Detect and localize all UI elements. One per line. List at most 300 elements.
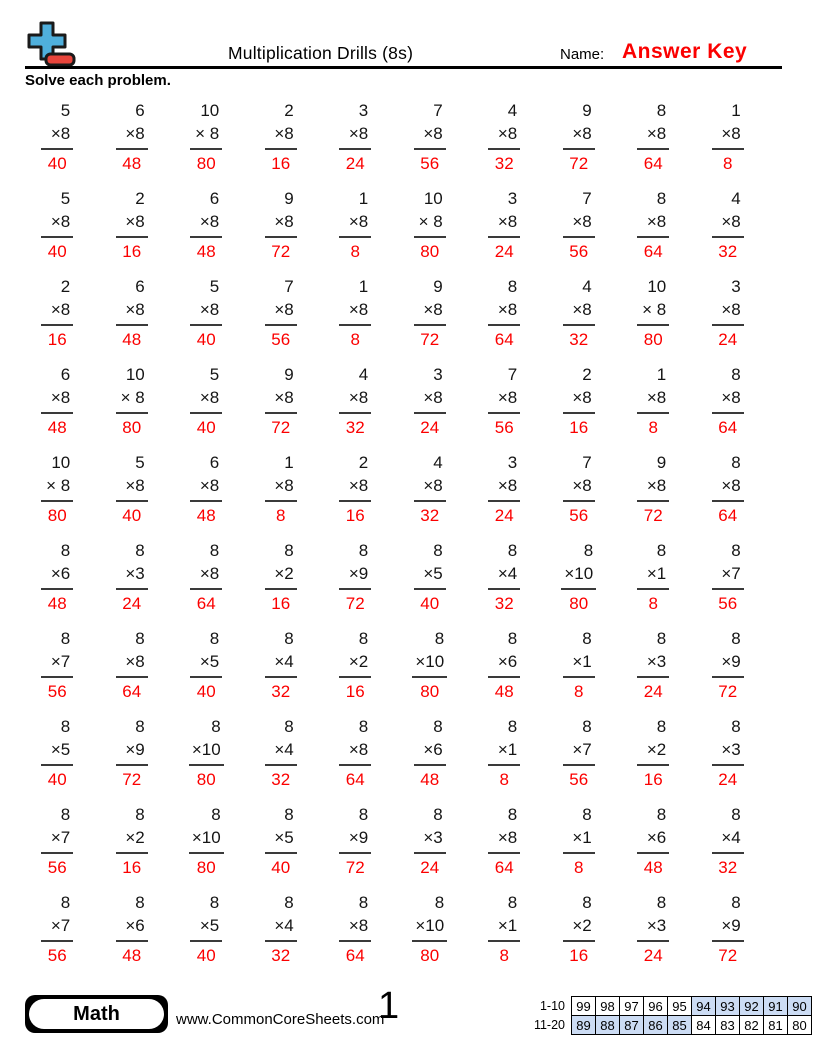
problem-expression <box>414 451 446 502</box>
problem <box>691 539 766 615</box>
problem <box>244 363 319 439</box>
problem-multiplicand: 8 <box>582 805 592 824</box>
problem <box>467 451 542 527</box>
problem-multiplier: ×8 <box>348 740 369 759</box>
problem <box>616 891 691 967</box>
problems-row <box>20 715 765 803</box>
problem-multiplier: × 8 <box>642 300 667 319</box>
problem-answer: 56 <box>47 858 67 877</box>
problem <box>393 539 468 615</box>
problem-expression <box>637 363 669 414</box>
problem <box>169 803 244 879</box>
problem-multiplicand: 2 <box>582 365 592 384</box>
problem-answer: 56 <box>47 946 67 965</box>
score-cell: 98 <box>596 997 620 1016</box>
problem <box>20 539 95 615</box>
problem-answer: 24 <box>494 242 514 261</box>
problems-grid <box>20 99 765 979</box>
problem <box>169 187 244 263</box>
problem <box>393 275 468 351</box>
problem-expression <box>116 187 148 238</box>
problem-multiplicand: 8 <box>434 629 445 648</box>
problem-multiplier: ×8 <box>274 212 294 231</box>
problem-multiplier: ×8 <box>50 388 71 407</box>
problem-expression <box>116 803 148 854</box>
score-cell: 86 <box>644 1016 668 1035</box>
problems-row <box>20 187 765 275</box>
plus-minus-logo-icon <box>24 21 78 69</box>
problem-multiplier: ×4 <box>274 740 294 759</box>
problem <box>691 803 766 879</box>
score-table-body <box>534 997 812 1035</box>
problem-expression <box>116 539 148 590</box>
problem-multiplier: ×5 <box>50 740 71 759</box>
problem-multiplicand: 8 <box>434 893 445 912</box>
problem <box>95 715 170 791</box>
problem-answer: 40 <box>271 858 291 877</box>
problem-multiplier: ×8 <box>125 300 145 319</box>
problem <box>616 715 691 791</box>
score-cell: 88 <box>596 1016 620 1035</box>
problem <box>169 539 244 615</box>
problem <box>95 275 170 351</box>
problem-expression <box>265 187 297 238</box>
problem-expression <box>712 539 744 590</box>
problem <box>244 451 319 527</box>
problem-answer: 48 <box>47 594 67 613</box>
problem-expression <box>414 275 446 326</box>
problem-multiplicand: 8 <box>358 629 369 648</box>
problems-row <box>20 891 765 979</box>
problem <box>20 715 95 791</box>
problem-expression <box>563 451 595 502</box>
problem <box>542 187 617 263</box>
problem-multiplier: ×8 <box>125 476 145 495</box>
problem <box>467 275 542 351</box>
problem-multiplicand: 8 <box>358 717 369 736</box>
problem-answer: 16 <box>345 682 365 701</box>
problem-answer: 56 <box>569 770 589 789</box>
problem-answer: 32 <box>494 154 514 173</box>
problem-expression <box>412 891 447 942</box>
problem-multiplicand: 8 <box>656 541 667 560</box>
name-label: Name: <box>560 46 605 63</box>
problem-expression <box>41 715 73 766</box>
problem-answer: 24 <box>122 594 142 613</box>
score-table <box>534 996 812 1035</box>
problem-answer: 40 <box>47 154 67 173</box>
problem-expression <box>563 891 595 942</box>
problem-expression <box>190 891 222 942</box>
problem <box>393 99 468 175</box>
problem-expression <box>339 891 371 942</box>
problem-expression <box>190 451 222 502</box>
problem-multiplicand: 9 <box>433 277 443 296</box>
problem-expression <box>488 803 520 854</box>
problem-multiplier: ×8 <box>497 388 518 407</box>
problem-expression <box>412 627 447 678</box>
problem-multiplicand: 3 <box>358 101 369 120</box>
problem-answer: 16 <box>271 154 291 173</box>
problem-answer: 16 <box>122 858 142 877</box>
score-cell: 94 <box>692 997 716 1016</box>
problem-expression <box>637 627 669 678</box>
problem-expression <box>265 891 297 942</box>
score-cell: 99 <box>572 997 596 1016</box>
problem-expression <box>563 275 595 326</box>
problem <box>616 363 691 439</box>
problem-multiplier: ×8 <box>572 300 592 319</box>
problem <box>393 363 468 439</box>
problem-answer: 80 <box>122 418 142 437</box>
problem-expression <box>41 187 73 238</box>
problem-answer: 40 <box>196 418 216 437</box>
problem <box>169 891 244 967</box>
problem-expression <box>414 539 446 590</box>
problem-multiplicand: 8 <box>656 805 667 824</box>
problem-multiplier: ×8 <box>199 212 220 231</box>
problem <box>393 891 468 967</box>
problem <box>318 715 393 791</box>
problem-expression <box>563 99 595 150</box>
problem-answer: 72 <box>569 154 589 173</box>
problem <box>616 187 691 263</box>
problem-multiplicand: 8 <box>284 893 294 912</box>
problem-multiplicand: 8 <box>731 541 741 560</box>
problem-answer: 8 <box>350 330 360 349</box>
problem-multiplier: ×8 <box>348 916 369 935</box>
problem-expression <box>637 451 669 502</box>
problem-multiplier: ×8 <box>646 388 667 407</box>
problem-multiplicand: 8 <box>211 805 221 824</box>
problem-expression <box>41 363 73 414</box>
problem-multiplier: ×8 <box>721 300 741 319</box>
problem <box>20 99 95 175</box>
problem-answer: 16 <box>569 418 589 437</box>
problem-expression <box>116 627 148 678</box>
problem-multiplier: ×2 <box>274 564 294 583</box>
problem-multiplicand: 8 <box>284 717 294 736</box>
problem-multiplicand: 8 <box>583 541 594 560</box>
problem-answer: 72 <box>718 946 738 965</box>
problem-answer: 32 <box>420 506 440 525</box>
problem-answer: 8 <box>350 242 360 261</box>
problem-multiplicand: 8 <box>656 101 667 120</box>
problem-multiplicand: 1 <box>358 277 369 296</box>
problem-multiplicand: 10 <box>51 453 71 472</box>
page-number: 1 <box>378 985 400 1027</box>
problem <box>542 99 617 175</box>
problem-answer: 72 <box>718 682 738 701</box>
problem-multiplier: ×9 <box>348 828 369 847</box>
problem-multiplier: ×4 <box>497 564 518 583</box>
problem-answer: 8 <box>723 154 733 173</box>
problem <box>616 627 691 703</box>
problem <box>95 891 170 967</box>
problem-answer: 40 <box>196 682 216 701</box>
problem-multiplier: ×8 <box>125 212 145 231</box>
problem-answer: 56 <box>569 242 589 261</box>
problem-expression <box>339 363 371 414</box>
problem-expression <box>265 803 297 854</box>
problem-expression <box>637 715 669 766</box>
problem-multiplicand: 8 <box>284 629 294 648</box>
problem-multiplier: ×4 <box>274 916 294 935</box>
problem-expression <box>116 451 148 502</box>
problem-multiplicand: 7 <box>433 101 443 120</box>
problems-row <box>20 275 765 363</box>
problem-answer: 80 <box>420 682 440 701</box>
problem-answer: 56 <box>420 154 440 173</box>
problem-multiplier: ×6 <box>423 740 443 759</box>
problem-multiplicand: 8 <box>209 541 220 560</box>
problem-multiplier: ×10 <box>191 828 221 847</box>
problems-row <box>20 539 765 627</box>
problem-expression <box>414 715 446 766</box>
problem-multiplier: ×6 <box>50 564 71 583</box>
problem-multiplier: ×7 <box>50 652 71 671</box>
problem <box>95 627 170 703</box>
problem-multiplier: × 8 <box>195 124 220 143</box>
problem-expression <box>41 803 73 854</box>
problem-multiplier: ×1 <box>497 740 518 759</box>
score-cell: 81 <box>764 1016 788 1035</box>
problem-expression <box>563 363 595 414</box>
problem <box>467 99 542 175</box>
problem <box>169 363 244 439</box>
problem-expression <box>189 803 224 854</box>
problem <box>691 451 766 527</box>
problem-answer: 80 <box>196 154 216 173</box>
score-cell: 83 <box>716 1016 740 1035</box>
problem-answer: 48 <box>494 682 514 701</box>
problem-answer: 72 <box>122 770 142 789</box>
problem-multiplier: ×9 <box>125 740 145 759</box>
problem-multiplicand: 8 <box>731 805 741 824</box>
score-cell: 96 <box>644 997 668 1016</box>
problem-multiplier: ×10 <box>415 652 445 671</box>
problem-multiplier: ×1 <box>572 652 592 671</box>
problem-expression <box>414 363 446 414</box>
problem-expression <box>190 99 222 150</box>
score-cell: 90 <box>788 997 812 1016</box>
problem-answer: 32 <box>494 594 514 613</box>
subject-badge-label: Math <box>29 999 164 1029</box>
problem-multiplicand: 8 <box>656 893 667 912</box>
answer-key-text: Answer Key <box>622 40 748 63</box>
score-cell: 92 <box>740 997 764 1016</box>
problem-answer: 64 <box>196 594 216 613</box>
problem <box>691 99 766 175</box>
problem-multiplier: ×8 <box>199 300 220 319</box>
footer <box>0 985 816 1043</box>
problem-multiplicand: 4 <box>507 101 518 120</box>
problem <box>467 187 542 263</box>
problem-answer: 16 <box>569 946 589 965</box>
problem <box>393 803 468 879</box>
problem-multiplicand: 7 <box>507 365 518 384</box>
problem-multiplier: ×2 <box>348 652 369 671</box>
problem-multiplicand: 2 <box>358 453 369 472</box>
problem-expression <box>488 99 520 150</box>
problem <box>393 187 468 263</box>
problem-answer: 24 <box>420 858 440 877</box>
problem-answer: 40 <box>196 330 216 349</box>
problem <box>244 715 319 791</box>
problem-answer: 8 <box>276 506 286 525</box>
problem-answer: 72 <box>271 418 291 437</box>
problem-answer: 24 <box>643 682 663 701</box>
problem-multiplicand: 8 <box>358 893 369 912</box>
score-cell: 84 <box>692 1016 716 1035</box>
problem-answer: 40 <box>47 770 67 789</box>
problem-multiplicand: 8 <box>731 629 741 648</box>
problem <box>244 275 319 351</box>
problem-multiplicand: 8 <box>135 893 145 912</box>
problem-multiplicand: 8 <box>433 541 443 560</box>
problem <box>318 99 393 175</box>
problem-answer: 80 <box>420 242 440 261</box>
problem-answer: 64 <box>345 770 365 789</box>
problems-row <box>20 803 765 891</box>
problem <box>691 715 766 791</box>
problem-multiplicand: 8 <box>507 629 518 648</box>
problems-row <box>20 451 765 539</box>
problem-multiplier: ×8 <box>497 828 518 847</box>
problem-expression <box>712 627 744 678</box>
problem-multiplier: ×2 <box>125 828 145 847</box>
problem <box>691 363 766 439</box>
problem-expression <box>637 891 669 942</box>
problem-multiplicand: 7 <box>582 189 592 208</box>
problem-multiplicand: 8 <box>209 893 220 912</box>
problem-multiplicand: 1 <box>731 101 741 120</box>
problem-multiplier: ×9 <box>721 916 741 935</box>
problem-expression <box>488 451 520 502</box>
score-cell: 93 <box>716 997 740 1016</box>
problem-multiplicand: 4 <box>433 453 443 472</box>
problem <box>542 627 617 703</box>
problem-answer: 72 <box>420 330 440 349</box>
problem-answer: 48 <box>47 418 67 437</box>
problem-expression <box>414 99 446 150</box>
problem-multiplicand: 4 <box>731 189 741 208</box>
problem-expression <box>488 187 520 238</box>
problem-expression <box>637 539 669 590</box>
problem <box>691 891 766 967</box>
problem <box>318 363 393 439</box>
problem-answer: 72 <box>643 506 663 525</box>
problem-multiplier: ×8 <box>199 476 220 495</box>
problem-expression <box>563 627 595 678</box>
problem <box>542 539 617 615</box>
problem-multiplier: ×8 <box>646 476 667 495</box>
problem-expression <box>637 275 669 326</box>
problem-multiplier: ×2 <box>572 916 592 935</box>
problem-multiplier: ×8 <box>199 564 220 583</box>
problem <box>542 363 617 439</box>
problem-multiplier: ×3 <box>646 916 667 935</box>
problem-multiplier: ×8 <box>50 212 71 231</box>
problem <box>244 891 319 967</box>
problem-expression <box>712 451 744 502</box>
score-table-row <box>534 997 812 1016</box>
problem-multiplicand: 8 <box>60 893 71 912</box>
problem-expression <box>339 99 371 150</box>
problem-multiplicand: 1 <box>656 365 667 384</box>
problem-multiplier: ×10 <box>191 740 221 759</box>
problem-multiplier: ×8 <box>721 388 741 407</box>
problem-multiplicand: 8 <box>507 805 518 824</box>
problem-multiplicand: 8 <box>582 717 592 736</box>
problem-expression <box>637 187 669 238</box>
problem <box>95 99 170 175</box>
problem-multiplicand: 8 <box>358 805 369 824</box>
score-row-label: 11-20 <box>533 1018 565 1032</box>
problem-answer: 48 <box>196 506 216 525</box>
problem-expression <box>116 891 148 942</box>
problem-answer: 80 <box>196 858 216 877</box>
problem-multiplier: ×8 <box>423 300 443 319</box>
problem-multiplicand: 8 <box>135 629 145 648</box>
problem-expression <box>563 803 595 854</box>
score-cell: 91 <box>764 997 788 1016</box>
problem-answer: 32 <box>569 330 589 349</box>
problem-answer: 24 <box>718 330 738 349</box>
problem-multiplier: ×1 <box>497 916 518 935</box>
problem-multiplicand: 8 <box>135 805 145 824</box>
problem-answer: 40 <box>196 946 216 965</box>
problem <box>318 539 393 615</box>
problem-expression <box>339 627 371 678</box>
subject-badge <box>25 995 168 1033</box>
problem-expression <box>637 803 669 854</box>
problem <box>542 715 617 791</box>
problem <box>244 99 319 175</box>
problem-multiplier: ×8 <box>125 652 145 671</box>
problem <box>95 451 170 527</box>
problem-answer: 32 <box>271 946 291 965</box>
problem <box>393 715 468 791</box>
problem-answer: 80 <box>47 506 67 525</box>
problem-multiplier: ×8 <box>497 212 518 231</box>
problem-expression <box>190 275 222 326</box>
problem <box>95 187 170 263</box>
website-text: www.CommonCoreSheets.com <box>176 1011 385 1028</box>
problem-expression <box>265 451 297 502</box>
problem-multiplicand: 5 <box>209 365 220 384</box>
problem-multiplier: × 8 <box>418 212 443 231</box>
problem-multiplicand: 10 <box>200 101 220 120</box>
problem-expression <box>712 715 744 766</box>
problem <box>20 803 95 879</box>
problem-multiplicand: 5 <box>60 189 71 208</box>
problem <box>244 539 319 615</box>
problem <box>169 275 244 351</box>
problem-multiplicand: 8 <box>358 541 369 560</box>
problem-multiplicand: 8 <box>507 893 518 912</box>
problem-multiplicand: 8 <box>135 717 145 736</box>
problem <box>393 627 468 703</box>
problem-multiplier: ×3 <box>721 740 741 759</box>
problem-multiplier: ×8 <box>572 124 592 143</box>
problem-answer: 64 <box>494 858 514 877</box>
problem <box>20 363 95 439</box>
problem-multiplier: ×3 <box>646 652 667 671</box>
problem-answer: 24 <box>643 946 663 965</box>
problem-expression <box>488 891 520 942</box>
problem-multiplier: ×8 <box>721 212 741 231</box>
